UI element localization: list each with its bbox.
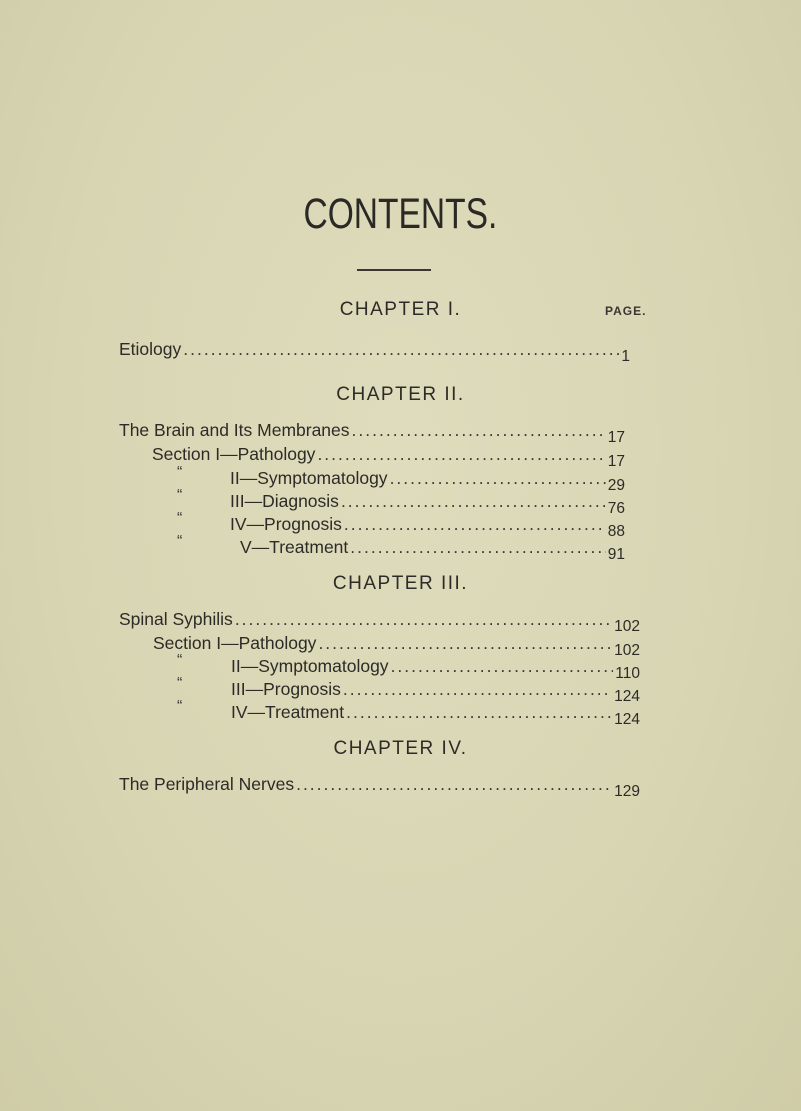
chapter-heading-2: CHAPTER II. [336,384,465,405]
entry-page: 110 [615,665,640,682]
entry-label: Section I—Pathology [152,444,316,464]
entry-page: 1 [621,348,630,365]
chapter-heading-1: CHAPTER I. [339,299,462,320]
leader-dots [341,491,606,512]
page-title: CONTENTS. [303,190,498,238]
toc-entry-prognosis[interactable] [230,514,625,540]
entry-page: 124 [614,711,640,728]
entry-label: III—Diagnosis [230,491,339,511]
entry-page: 17 [607,453,625,470]
entry-label: II—Symptomatology [230,468,388,488]
entry-page: 102 [614,618,640,635]
title-rule [357,269,431,271]
entry-page: 91 [607,546,625,563]
leader-dots [346,702,612,723]
ditto-mark: “ [177,464,183,481]
toc-entry-spinal-syphilis[interactable] [119,609,640,635]
leader-dots [343,679,612,700]
entry-page: 29 [607,477,625,494]
entry-page: 124 [614,688,640,705]
leader-dots [183,339,619,360]
toc-entry-symptomatology[interactable] [231,656,640,682]
page-column-label: PAGE. [605,304,647,318]
entry-page: 76 [607,500,625,517]
entry-label: III—Prognosis [231,679,341,699]
entry-label: Etiology [119,339,182,359]
entry-label: The Brain and Its Membranes [119,420,350,440]
entry-page: 129 [614,783,640,800]
leader-dots [350,537,605,558]
entry-label: The Peripheral Nerves [119,774,295,794]
leader-dots [235,609,612,630]
toc-entry-diagnosis[interactable] [230,491,625,517]
ditto-mark: “ [177,675,183,692]
toc-entry-peripheral-nerves[interactable] [119,774,640,800]
entry-page: 88 [607,523,625,540]
ditto-mark: “ [177,533,183,550]
leader-dots [391,656,614,677]
entry-label: V—Treatment [240,537,349,557]
toc-entry-pathology[interactable] [153,633,640,659]
ditto-mark: “ [177,510,183,527]
entry-label: IV—Prognosis [230,514,342,534]
leader-dots [390,468,606,489]
leader-dots [317,444,605,465]
ditto-mark: “ [177,487,183,504]
entry-label: Section I—Pathology [153,633,317,653]
toc-entry-pathology[interactable] [152,444,625,470]
entry-label: II—Symptomatology [231,656,389,676]
toc-entry-brain[interactable] [119,420,625,446]
toc-entry-prognosis[interactable] [231,679,640,705]
chapter-heading-3: CHAPTER III. [332,573,469,594]
entry-page: 17 [607,429,625,446]
toc-entry-etiology[interactable] [119,339,630,365]
ditto-mark: “ [177,652,183,669]
chapter-heading-4: CHAPTER IV. [333,738,468,759]
entry-page: 102 [614,642,640,659]
toc-entry-treatment[interactable] [231,702,640,728]
leader-dots [352,420,606,441]
entry-label: IV—Treatment [231,702,345,722]
leader-dots [344,514,606,535]
entry-label: Spinal Syphilis [119,609,233,629]
ditto-mark: “ [177,698,183,715]
leader-dots [318,633,612,654]
leader-dots [296,774,612,795]
toc-entry-symptomatology[interactable] [230,468,625,494]
toc-entry-treatment[interactable] [240,537,625,563]
